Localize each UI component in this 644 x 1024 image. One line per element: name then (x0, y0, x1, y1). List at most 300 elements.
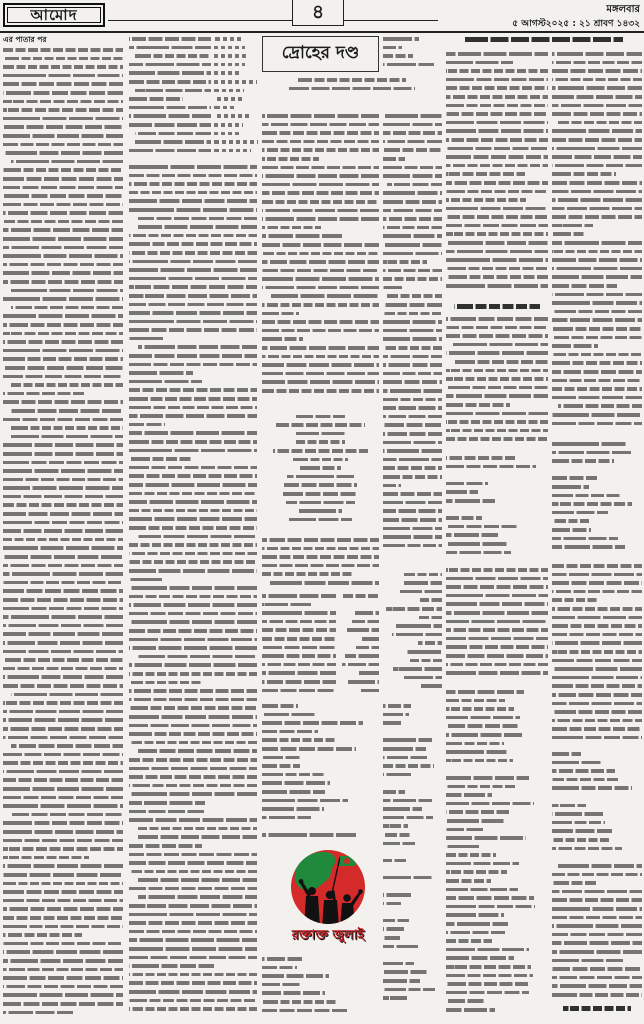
text-line (262, 983, 302, 987)
text-line (552, 650, 642, 654)
text-line (383, 535, 442, 539)
text-line (276, 423, 365, 427)
text-line (383, 37, 419, 41)
text-line (446, 155, 548, 159)
text-line (129, 913, 257, 917)
text-line (446, 232, 548, 236)
text-line (129, 500, 257, 504)
text-line (129, 930, 257, 934)
text-line (129, 603, 257, 607)
text-line (129, 303, 257, 307)
text-line (135, 89, 211, 93)
text-line (3, 461, 123, 465)
text-line (129, 921, 257, 925)
text-line (262, 991, 325, 995)
text-line (387, 294, 442, 298)
text-line (552, 353, 642, 357)
text-line (383, 148, 442, 152)
text-line (552, 61, 642, 65)
text-line (262, 747, 356, 751)
column-5-text-3 (446, 566, 548, 686)
text-line (262, 243, 379, 247)
text-line (3, 452, 123, 456)
text-line (3, 778, 123, 782)
text-line (289, 518, 352, 522)
text-line (3, 211, 123, 215)
text-line (552, 545, 625, 549)
text-line (262, 773, 326, 777)
text-line (3, 675, 123, 679)
text-line (273, 449, 367, 453)
text-line (129, 853, 257, 857)
text-line (552, 624, 642, 628)
text-line (129, 431, 257, 435)
text-line (552, 267, 642, 271)
text-line (404, 581, 442, 585)
text-line (270, 294, 379, 298)
text-line (552, 581, 642, 585)
text-line (3, 641, 123, 645)
text-line (262, 320, 379, 324)
text-line (552, 284, 617, 288)
text-line (446, 793, 492, 797)
text-line (135, 140, 211, 144)
text-line (446, 991, 529, 995)
text-line (129, 973, 257, 977)
text-line (214, 106, 237, 110)
text-line (383, 919, 409, 923)
text-line (3, 357, 123, 361)
text-line (129, 268, 257, 272)
text-line (552, 752, 581, 756)
text-line (419, 616, 442, 620)
column-1-text (3, 46, 123, 1020)
text-line (383, 988, 436, 992)
text-line (283, 492, 359, 496)
text-line (129, 620, 257, 624)
text-line (383, 346, 442, 350)
text-line (552, 916, 642, 920)
text-line (262, 286, 379, 290)
text-line (446, 533, 498, 537)
text-line (446, 654, 548, 658)
text-line (446, 258, 548, 262)
text-line (3, 186, 123, 190)
masthead-logo: আমোদ (3, 3, 105, 27)
text-line (552, 676, 642, 680)
text-line (383, 355, 442, 359)
text-line (262, 611, 336, 615)
text-line (3, 57, 123, 61)
column-5-poem (446, 454, 548, 564)
text-line (129, 71, 211, 75)
text-line (129, 483, 257, 487)
text-line (3, 796, 123, 800)
text-line (552, 519, 589, 523)
text-line (262, 646, 336, 650)
text-line (11, 435, 123, 439)
text-line (552, 112, 642, 116)
text-line (387, 183, 442, 187)
text-line (3, 985, 123, 989)
text-line (552, 104, 642, 108)
text-line (298, 78, 406, 82)
text-line (129, 792, 257, 796)
text-line (262, 555, 379, 559)
text-line (129, 474, 257, 478)
text-line (129, 784, 257, 788)
text-line (552, 898, 642, 902)
text-line (383, 475, 442, 479)
text-line (299, 509, 342, 513)
text-line (3, 710, 123, 714)
text-line (3, 168, 123, 172)
text-line (3, 512, 123, 516)
text-line (446, 499, 495, 503)
text-line (3, 400, 123, 404)
text-line (129, 681, 201, 685)
text-line (262, 166, 379, 170)
text-line (383, 157, 405, 161)
text-line (262, 671, 336, 675)
text-line (11, 409, 123, 413)
text-line (129, 106, 211, 110)
text-line (552, 459, 614, 463)
text-line (383, 509, 442, 513)
text-line (129, 767, 257, 771)
text-line (383, 200, 442, 204)
text-line (446, 386, 548, 390)
text-line (552, 950, 642, 954)
text-line (552, 907, 642, 911)
text-line (383, 466, 442, 470)
column-2-text (129, 163, 257, 1020)
text-line (552, 318, 642, 322)
column-4-text (383, 112, 442, 560)
text-line (383, 518, 442, 522)
right-section-heading (446, 35, 642, 48)
text-line (129, 285, 257, 289)
text-line (214, 149, 251, 153)
text-line (552, 881, 597, 885)
column-2-text-top (129, 35, 211, 161)
text-line (446, 645, 548, 649)
text-line (552, 336, 642, 340)
text-line (262, 131, 379, 135)
text-line (3, 151, 123, 155)
text-line (3, 143, 123, 147)
text-line (262, 721, 363, 725)
column-3-text (262, 112, 379, 402)
text-line (129, 578, 163, 582)
text-line (404, 676, 442, 680)
text-line (552, 422, 642, 426)
text-line (129, 629, 257, 633)
text-line (552, 598, 599, 602)
text-line (129, 149, 211, 153)
text-line (446, 611, 548, 615)
text-line (262, 628, 336, 632)
text-line (129, 114, 211, 118)
text-line (262, 157, 319, 161)
text-line (383, 423, 442, 427)
text-line (446, 974, 533, 978)
text-line (446, 776, 529, 780)
text-line (3, 74, 123, 78)
text-line (129, 569, 257, 573)
text-line (552, 537, 618, 541)
column-3-text-mid (262, 536, 379, 590)
text-line (383, 269, 442, 273)
text-line (446, 620, 548, 624)
text-line (552, 241, 642, 245)
text-line (446, 121, 548, 125)
text-line (270, 581, 379, 585)
text-line (383, 441, 442, 445)
text-line (262, 1000, 337, 1004)
text-line (3, 830, 123, 834)
text-line (383, 363, 442, 367)
text-line (552, 976, 642, 980)
text-line (383, 927, 404, 931)
text-line (129, 844, 202, 848)
text-line (293, 458, 348, 462)
text-line (214, 37, 243, 41)
text-line (383, 277, 442, 281)
column-4-verse (383, 702, 442, 1020)
text-line (129, 999, 257, 1003)
text-line (129, 904, 257, 908)
text-line (446, 190, 548, 194)
text-line (262, 594, 336, 598)
text-line (361, 689, 379, 693)
text-line (552, 933, 642, 937)
text-line (383, 816, 433, 820)
text-line (3, 82, 123, 86)
text-line (383, 893, 411, 897)
text-line (138, 827, 257, 831)
text-line (3, 667, 123, 671)
text-line (558, 864, 642, 868)
text-line (383, 63, 434, 67)
text-line (3, 546, 123, 550)
column-6-text (552, 50, 642, 438)
column-5-verse (446, 688, 548, 1020)
text-line (383, 996, 407, 1000)
text-line (552, 172, 616, 176)
text-line (129, 492, 257, 496)
text-line (262, 260, 379, 264)
text-line (262, 538, 379, 542)
text-line (446, 568, 548, 572)
text-line (552, 804, 586, 808)
text-line (138, 345, 257, 349)
text-line (392, 633, 442, 637)
text-line (446, 845, 480, 849)
text-line (446, 956, 514, 960)
text-line (3, 925, 123, 929)
text-line (552, 164, 642, 168)
text-line (446, 61, 513, 65)
text-line (383, 166, 442, 170)
text-line (11, 813, 123, 817)
text-line (262, 209, 379, 213)
weekday: মঙ্গলবার (606, 4, 640, 15)
column-5-text-2 (446, 315, 548, 450)
text-line (3, 1011, 73, 1015)
text-line (552, 829, 612, 833)
text-line (129, 732, 257, 736)
text-line (3, 246, 123, 250)
text-line (552, 719, 642, 723)
text-line (129, 63, 211, 67)
text-line (262, 957, 302, 961)
text-line (446, 542, 507, 546)
text-line (446, 671, 548, 675)
text-line (446, 164, 548, 168)
text-line (383, 312, 442, 316)
text-line (262, 174, 379, 178)
text-line (383, 773, 411, 777)
continuation-label: এর পাতার পর (3, 35, 47, 44)
text-line (3, 125, 123, 129)
text-line (446, 525, 517, 529)
text-line (446, 112, 548, 116)
text-line (552, 95, 642, 99)
text-line (129, 388, 257, 392)
text-line (129, 363, 257, 367)
text-line (262, 730, 318, 734)
text-line (3, 237, 123, 241)
text-line (446, 181, 548, 185)
text-line (3, 418, 123, 422)
text-line (383, 226, 442, 230)
text-line (383, 962, 414, 966)
text-line (3, 392, 84, 396)
text-line (383, 234, 442, 238)
text-line (3, 684, 123, 688)
headline-side-poem (383, 35, 442, 75)
text-line (135, 132, 211, 136)
text-line (262, 183, 379, 187)
text-line (129, 990, 257, 994)
text-line (214, 46, 245, 50)
text-line (262, 620, 336, 624)
text-line (3, 220, 123, 224)
text-line (446, 690, 524, 694)
text-line (446, 207, 548, 211)
text-line (446, 724, 518, 728)
text-line (552, 727, 642, 731)
text-line (3, 254, 123, 258)
text-line (446, 351, 548, 355)
text-line (383, 174, 442, 178)
text-line (287, 475, 353, 479)
text-line (552, 207, 642, 211)
text-line (552, 155, 642, 159)
text-line (552, 528, 591, 532)
text-line (446, 577, 548, 581)
text-line (3, 976, 123, 980)
text-line (552, 69, 642, 73)
text-line (446, 594, 548, 598)
text-line (446, 836, 526, 840)
text-line (138, 835, 257, 839)
text-line (446, 334, 548, 338)
text-line (446, 420, 548, 424)
text-line (3, 1002, 123, 1006)
text-line (552, 659, 642, 663)
text-line (129, 260, 257, 264)
text-line (262, 603, 311, 607)
text-line (3, 890, 123, 894)
text-line (138, 878, 257, 882)
text-line (446, 86, 548, 90)
text-line (129, 165, 257, 169)
text-line (446, 377, 548, 381)
text-line (383, 131, 442, 135)
text-line (138, 217, 257, 221)
text-line (129, 509, 257, 513)
text-line (552, 838, 610, 842)
text-line (393, 667, 442, 671)
text-line (129, 672, 257, 676)
text-line (129, 423, 165, 427)
text-line (129, 887, 257, 891)
text-line (129, 964, 214, 968)
text-line (3, 280, 123, 284)
text-line (3, 271, 123, 275)
text-line (3, 736, 123, 740)
text-line (383, 902, 401, 906)
text-line (552, 890, 642, 894)
text-line (262, 966, 297, 970)
text-line (3, 787, 123, 791)
text-line (552, 344, 598, 348)
text-line (552, 181, 642, 185)
text-line (129, 182, 257, 186)
text-line (129, 97, 183, 101)
text-line (552, 442, 628, 446)
text-line (129, 123, 211, 127)
text-line (446, 69, 548, 73)
text-line (262, 277, 379, 281)
column-3-verse (262, 702, 379, 842)
text-line (446, 224, 548, 228)
text-line (383, 415, 442, 419)
text-line (446, 888, 518, 892)
text-line (129, 449, 257, 453)
text-line (3, 134, 123, 138)
text-line (262, 346, 379, 350)
text-line (129, 380, 202, 384)
text-line (383, 979, 420, 983)
text-line (446, 326, 548, 330)
text-line (446, 905, 535, 909)
text-line (3, 968, 123, 972)
text-line (446, 785, 516, 789)
text-line (262, 363, 379, 367)
text-line (552, 984, 642, 988)
text-line (446, 215, 548, 219)
text-line (3, 564, 123, 568)
text-line (262, 148, 379, 152)
text-line (11, 160, 123, 164)
text-line (129, 320, 257, 324)
text-line (446, 403, 510, 407)
text-line (129, 174, 257, 178)
text-line (129, 406, 257, 410)
